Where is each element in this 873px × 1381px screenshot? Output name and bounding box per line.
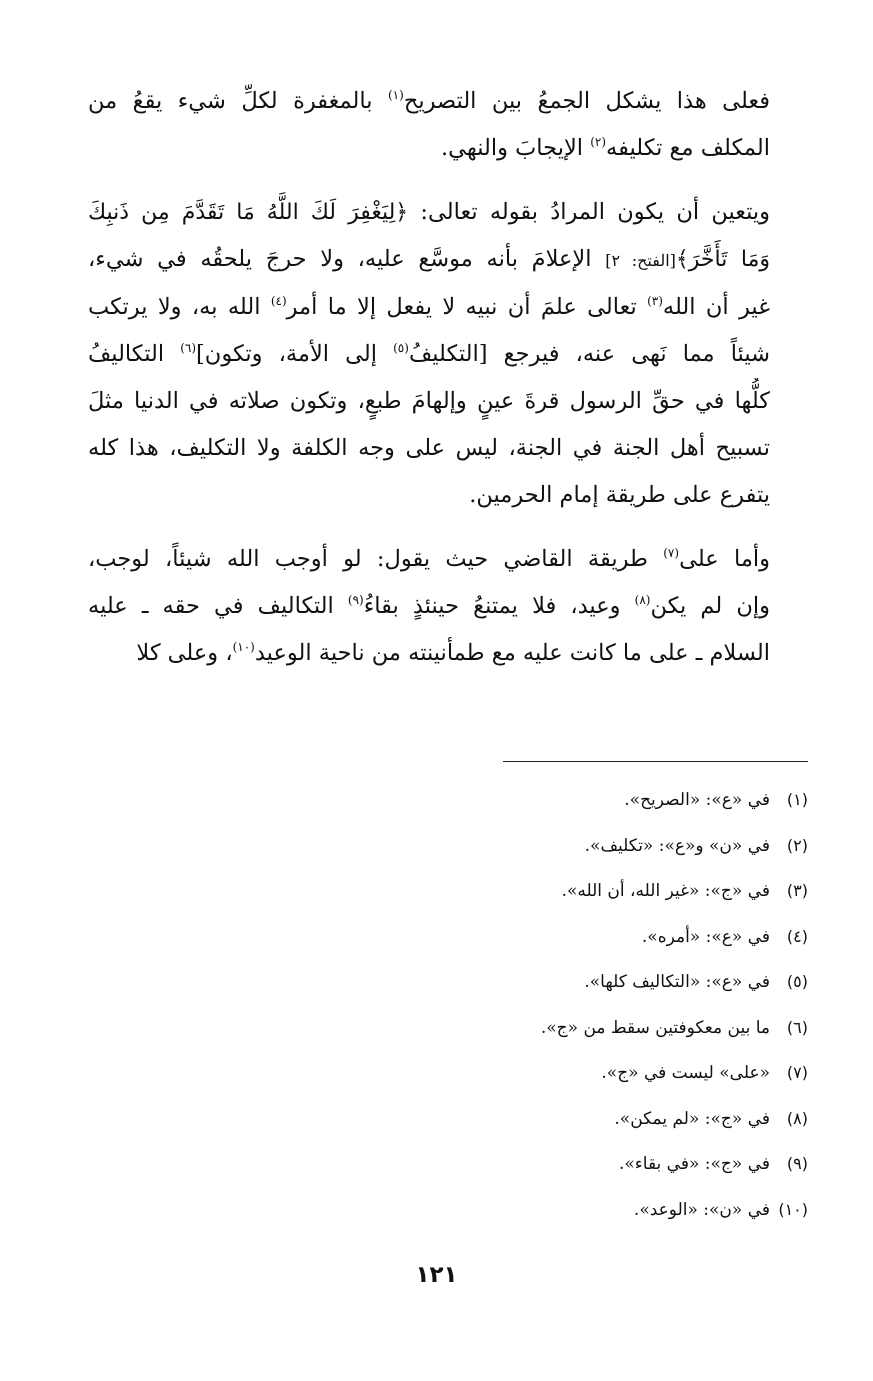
footnote-item <box>420 914 808 960</box>
footnote-number: (٨) <box>786 1108 808 1128</box>
text-run: فعلى هذا يشكل الجمعُ بين التصريح <box>403 88 770 114</box>
text-run: وأما على <box>679 546 770 572</box>
text-line <box>88 536 808 583</box>
footnote-marker[interactable]: (٦) <box>180 341 197 355</box>
footnote-marker[interactable]: (١) <box>387 88 404 102</box>
text-run: بالمغفرة لكلِّ شيء يقعُ من <box>88 88 388 114</box>
text-line <box>88 189 808 236</box>
footnote-text: في «ج»: «في بقاء». <box>618 1154 770 1174</box>
footnote-marker[interactable]: (٧) <box>663 546 680 560</box>
footnote-item <box>420 1141 808 1187</box>
text-run: وإن لم يكن <box>650 593 770 619</box>
footnote-marker[interactable]: (٤) <box>270 294 287 308</box>
text-line <box>88 425 808 472</box>
text-run: كلُّها في حقِّ الرسول قرةَ عينٍ وإلهامَ طبعٍ، وتكون صلاته في الدنيا مثلَ <box>88 388 770 414</box>
footnote-number: (١٠) <box>778 1199 808 1219</box>
paragraph <box>88 536 808 677</box>
text-run: إلى الأمة، وتكون] <box>196 341 394 367</box>
text-line <box>88 236 808 284</box>
text-line <box>88 331 808 378</box>
text-line <box>88 472 808 519</box>
text-run: يتفرع على طريقة إمام الحرمين. <box>469 482 770 508</box>
footnote-text: في «ج»: «لم يمكن». <box>614 1108 770 1129</box>
footnote-number: (٩) <box>786 1154 808 1173</box>
footnote-item <box>420 777 808 823</box>
footnotes-list <box>420 777 808 1232</box>
paragraph <box>88 189 808 519</box>
text-line <box>88 78 808 125</box>
text-run: غير أن الله <box>662 294 770 320</box>
footnote-marker[interactable]: (٨) <box>634 593 651 607</box>
footnote-text: «على» ليست في «ج». <box>601 1063 770 1083</box>
text-run: السلام ـ على ما كانت عليه مع طمأنينته من ناحية الوعيد <box>254 640 770 666</box>
text-line <box>88 378 808 425</box>
footnote-number: (١) <box>786 790 808 809</box>
footnote-number: (٣) <box>786 881 808 900</box>
footnote-text: ما بين معكوفتين سقط من «ج». <box>540 1017 770 1038</box>
text-run: المكلف مع تكليفه <box>606 135 770 161</box>
footnote-item <box>420 1187 808 1233</box>
footnote-text: في «ع»: «التكاليف كلها». <box>584 972 770 992</box>
page-number: ١٢١ <box>415 1262 458 1288</box>
text-run: ويتعين أن يكون المرادُ بقوله تعالى: <box>408 199 771 225</box>
footnote-text: في «ن»: «الوعد». <box>633 1199 770 1220</box>
footnote-marker[interactable]: (١٠) <box>232 640 255 654</box>
footnote-item <box>420 1050 808 1096</box>
text-run: التكاليف في حقه ـ عليه <box>88 593 348 619</box>
text-run: الله به، ولا يرتكب <box>88 294 271 320</box>
footnote-marker[interactable]: (٥) <box>393 341 409 355</box>
paragraph <box>88 78 808 172</box>
footnote-number: (٥) <box>786 972 808 991</box>
text-run: ، وعلى كلا <box>136 640 233 666</box>
footnote-text: في «ن» و«ع»: «تكليف». <box>584 835 770 856</box>
text-line <box>88 125 808 172</box>
footnote-text: في «ع»: «الصريح». <box>624 790 770 810</box>
footnote-number: (٢) <box>786 835 808 855</box>
footnote-marker[interactable]: (٩) <box>347 593 364 607</box>
text-run: تسبيح أهل الجنة في الجنة، ليس على وجه الكلفة ولا التكليف، هذا كله <box>88 435 770 461</box>
text-line <box>88 284 808 331</box>
text-run: الإعلامَ بأنه موسَّع عليه، ولا حرجَ يلحقُه في شيء، <box>88 246 606 272</box>
main-text-body <box>88 78 808 694</box>
footnote-text: في «ج»: «غير الله، أن الله». <box>561 881 770 901</box>
footnote-number: (٦) <box>786 1017 808 1037</box>
verse-citation: [الفتح: ٢] <box>605 251 676 270</box>
quran-verse: وَمَا تَأَخَّرَ﴾ <box>675 247 771 272</box>
quran-verse: ﴿لِيَغْفِرَ لَكَ اللَّهُ مَا تَقَدَّمَ مِن ذَنبِكَ <box>88 200 409 225</box>
text-line <box>88 583 808 630</box>
footnote-text: في «ع»: «أمره». <box>641 926 770 947</box>
text-run: الإيجابَ والنهي. <box>440 135 591 161</box>
footnote-marker[interactable]: (٣) <box>647 294 663 308</box>
text-line <box>88 630 808 677</box>
footnote-number: (٤) <box>786 926 808 946</box>
text-run: التكاليفُ <box>88 341 181 367</box>
footnote-item <box>420 823 808 869</box>
footnote-item <box>420 959 808 1005</box>
footnote-item <box>420 868 808 914</box>
text-run: تعالى علمَ أن نبيه لا يفعل إلا ما أمر <box>286 294 648 320</box>
footnote-item <box>420 1096 808 1142</box>
footnote-marker[interactable]: (٢) <box>590 135 607 149</box>
footnote-number: (٧) <box>786 1063 808 1082</box>
footnote-separator <box>503 761 808 762</box>
text-run: شيئاً مما نَهى عنه، فيرجع [التكليفُ <box>408 341 770 367</box>
text-run: وعيد، فلا يمتنعُ حينئذٍ بقاءُ <box>363 593 635 619</box>
footnote-item <box>420 1005 808 1051</box>
text-run: طريقة القاضي حيث يقول: لو أوجب الله شيئاً، لوجب، <box>88 546 664 572</box>
